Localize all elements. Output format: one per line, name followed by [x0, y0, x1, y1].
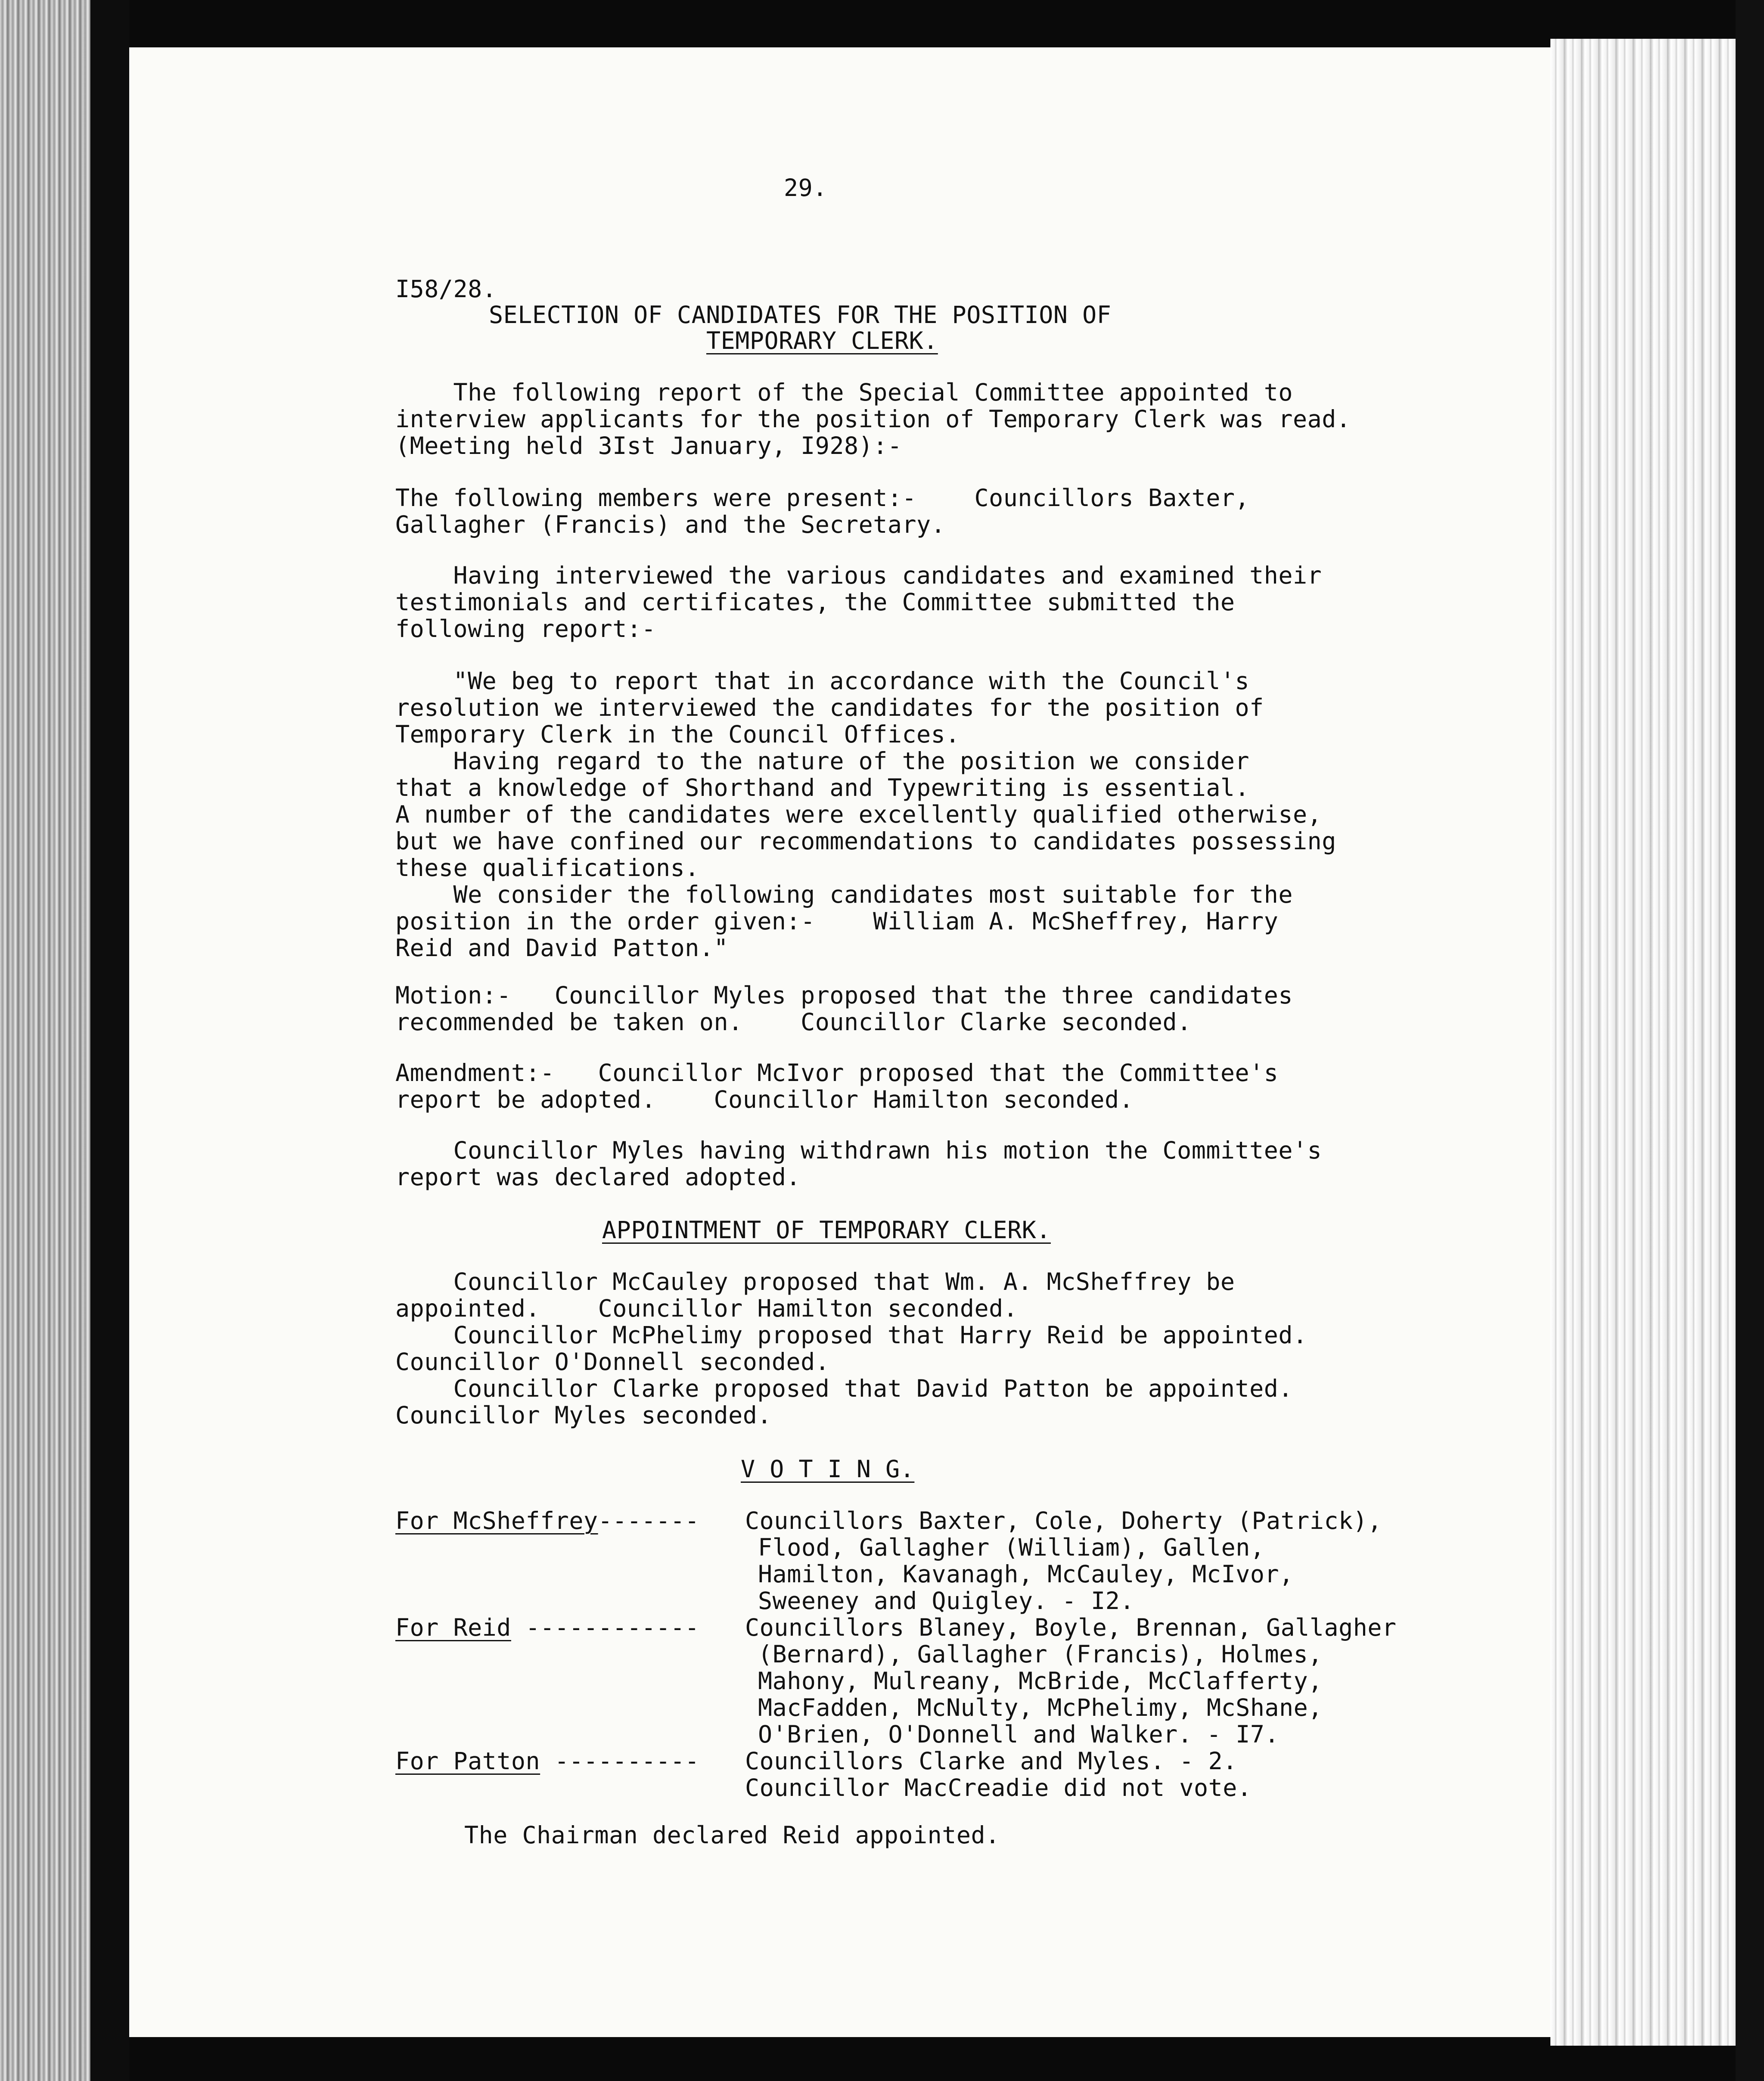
intro-line: interview applicants for the position of Temporary Clerk was read. [395, 405, 1351, 433]
report-line: resolution we interviewed the candidates for the position of [395, 694, 1264, 721]
proposal-line: Councillor Clarke proposed that David Patton be appointed. [395, 1375, 1293, 1402]
vote-line: Councillors Blaney, Boyle, Brennan, Gallagher [745, 1614, 1397, 1641]
vote-line: Councillors Baxter, Cole, Doherty (Patrick), [745, 1507, 1382, 1534]
proposal-line: Councillor McCauley proposed that Wm. A. McSheffrey be [395, 1268, 1235, 1295]
vote-leader: ---------- [554, 1747, 699, 1775]
vote-label [395, 1614, 699, 1641]
vote-label-text: For Reid [395, 1614, 511, 1641]
report-line: Temporary Clerk in the Council Offices. [395, 721, 960, 748]
report-line: that a knowledge of Shorthand and Typewriting is essential. [395, 774, 1250, 801]
report-line: these qualifications. [395, 854, 699, 882]
vote-label-text: For McSheffrey [395, 1507, 598, 1534]
appointment-heading: APPOINTMENT OF TEMPORARY CLERK. [602, 1216, 1051, 1244]
interview-line: testimonials and certificates, the Committee submitted the [395, 588, 1235, 616]
motion-line: recommended be taken on. Councillor Clarke seconded. [395, 1008, 1192, 1036]
proposal-line: Councillor McPhelimy proposed that Harry Reid be appointed. [395, 1321, 1307, 1349]
proposal-line: Councillor O'Donnell seconded. [395, 1348, 830, 1376]
vote-label [395, 1748, 699, 1774]
report-line: Reid and David Patton." [395, 934, 729, 962]
present-line: The following members were present:- Councillors Baxter, [395, 484, 1250, 512]
heading-line-2: TEMPORARY CLERK. [706, 327, 938, 354]
amendment-line: Amendment:- Councillor McIvor proposed that the Committee's [395, 1059, 1279, 1087]
binding-gutter [90, 0, 129, 2081]
intro-line: (Meeting held 3Ist January, I928):- [395, 432, 902, 460]
intro-line: The following report of the Special Committee appointed to [395, 379, 1293, 406]
report-line: A number of the candidates were excellently qualified otherwise, [395, 801, 1322, 828]
vote-line: Councillor MacCreadie did not vote. [745, 1774, 1252, 1801]
report-line: We consider the following candidates most suitable for the [395, 881, 1293, 908]
vote-leader: ------- [598, 1507, 699, 1534]
vote-line: Councillors Clarke and Myles. - 2. [745, 1747, 1237, 1775]
vote-line: (Bernard), Gallagher (Francis), Holmes, [758, 1640, 1323, 1668]
vote-leader: ------------ [525, 1614, 699, 1641]
report-line: Having regard to the nature of the position we consider [395, 747, 1250, 775]
minute-reference: I58/28. [395, 275, 497, 303]
vote-line: Mahony, Mulreany, McBride, McClafferty, [758, 1667, 1323, 1695]
vote-line: Flood, Gallagher (William), Gallen, [758, 1534, 1265, 1561]
interview-line: following report:- [395, 615, 656, 643]
report-line: position in the order given:- William A. McSheffrey, Harry [395, 907, 1279, 935]
withdrawn-line: report was declared adopted. [395, 1163, 801, 1191]
vote-label-text: For Patton [395, 1747, 540, 1775]
proposal-line: Councillor Myles seconded. [395, 1401, 772, 1429]
withdrawn-line: Councillor Myles having withdrawn his motion the Committee's [395, 1137, 1322, 1164]
vote-line: Sweeney and Quigley. - I2. [758, 1587, 1134, 1615]
scan-right-border [1736, 0, 1764, 2081]
vote-label [395, 1507, 699, 1534]
page-number: 29. [784, 174, 827, 202]
page-stack-edges [1550, 39, 1764, 2046]
vote-line: O'Brien, O'Donnell and Walker. - I7. [758, 1721, 1280, 1748]
motion-line: Motion:- Councillor Myles proposed that the three candidates [395, 981, 1293, 1009]
interview-line: Having interviewed the various candidates and examined their [395, 562, 1322, 589]
vote-line: Hamilton, Kavanagh, McCauley, McIvor, [758, 1560, 1294, 1588]
report-line: but we have confined our recommendations to candidates possessing [395, 827, 1336, 855]
proposal-line: appointed. Councillor Hamilton seconded. [395, 1295, 1018, 1322]
heading-line-1: SELECTION OF CANDIDATES FOR THE POSITION OF [489, 301, 1112, 329]
conclusion: The Chairman declared Reid appointed. [464, 1821, 1000, 1849]
amendment-line: report be adopted. Councillor Hamilton seconded. [395, 1086, 1134, 1113]
present-line: Gallagher (Francis) and the Secretary. [395, 511, 946, 538]
voting-heading: V O T I N G. [741, 1455, 915, 1483]
vote-line: MacFadden, McNulty, McPhelimy, McShane, [758, 1694, 1323, 1721]
report-line: "We beg to report that in accordance with the Council's [395, 667, 1250, 695]
